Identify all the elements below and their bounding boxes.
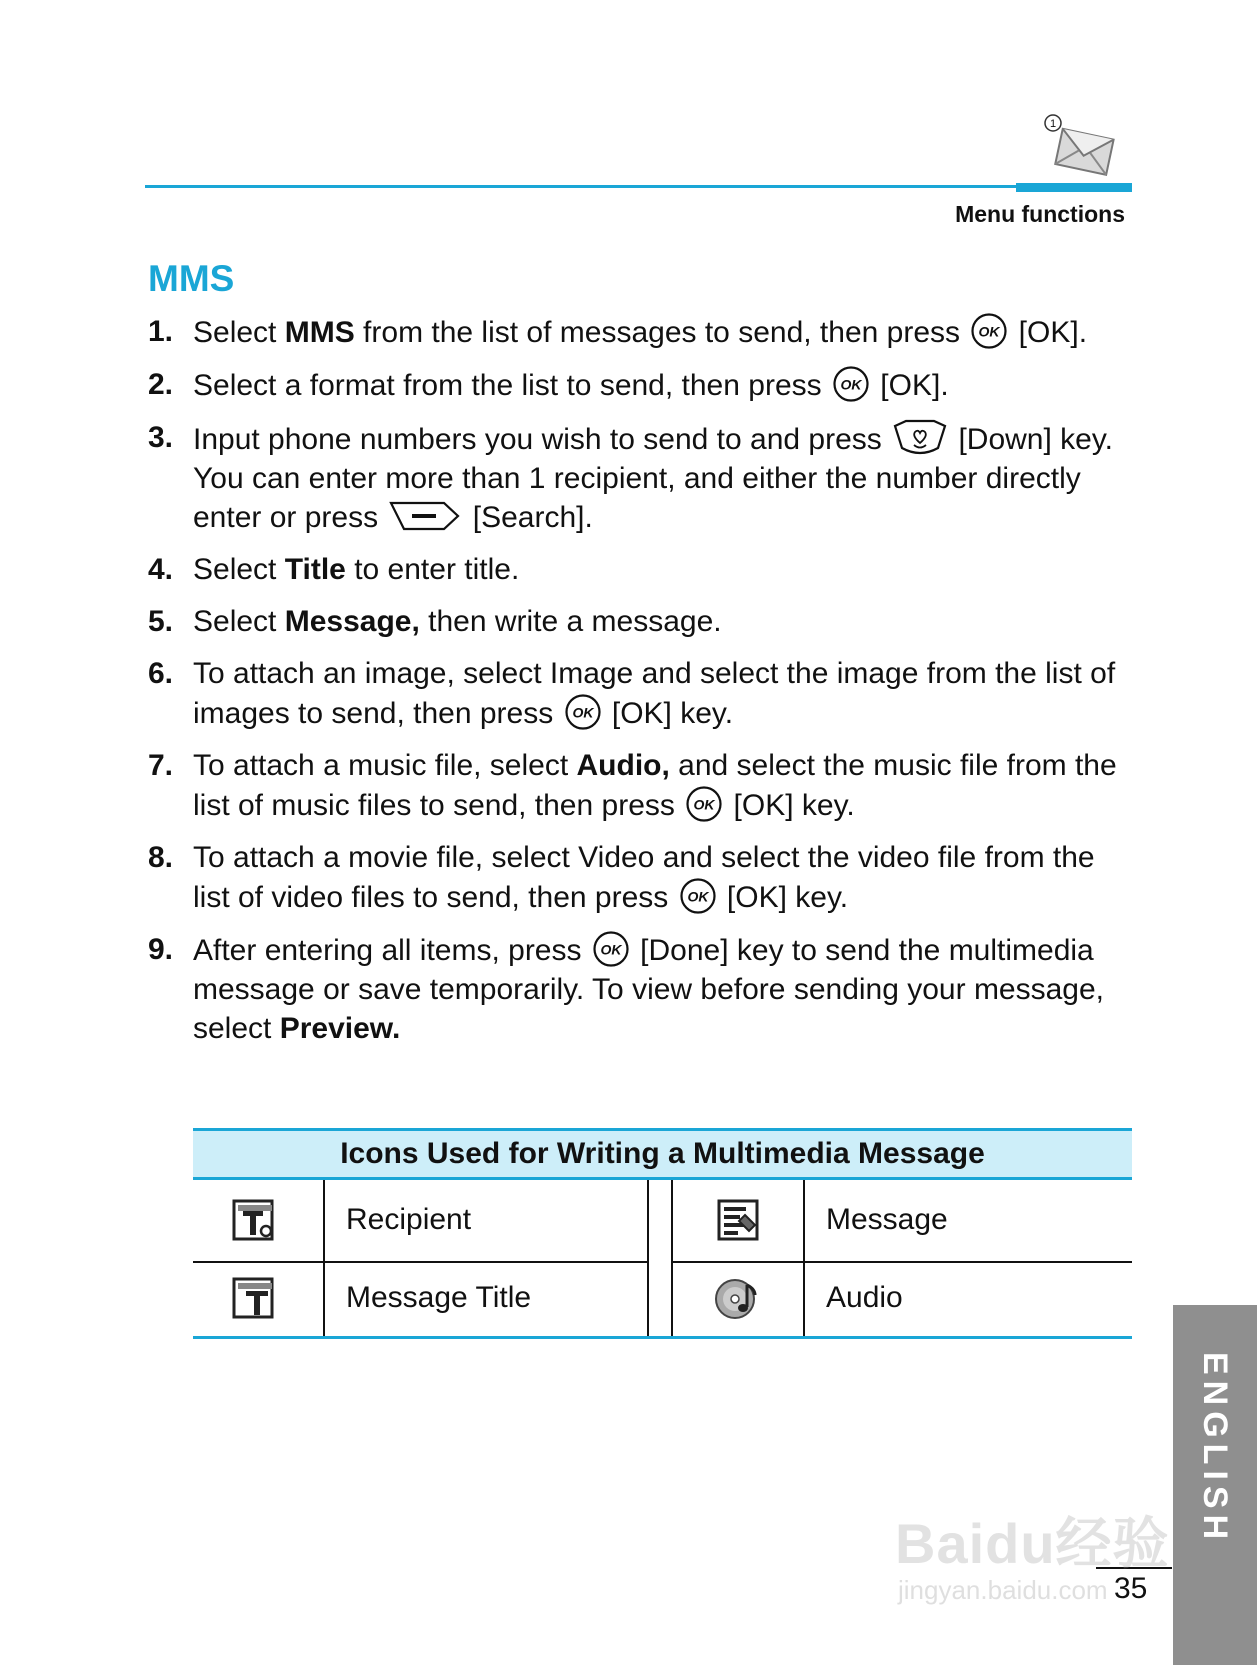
step-text: [Down] key. You can enter more than 1 recipient, and either the number directly enter or press xyxy=(193,423,1113,534)
right-soft-key-icon xyxy=(388,499,462,533)
step-emphasis: Title xyxy=(284,553,346,586)
step-number: 6. xyxy=(148,657,174,690)
step-emphasis: Preview. xyxy=(279,1012,401,1045)
step-item xyxy=(148,365,1128,405)
step-item xyxy=(148,838,1128,917)
step-text: [OK] key. xyxy=(725,789,855,822)
column-divider xyxy=(803,1180,805,1337)
language-tab-label: ENGLISH xyxy=(1196,1352,1234,1546)
ok-key-icon xyxy=(832,365,870,403)
step-text: Select a format from the list to send, then press xyxy=(193,369,830,402)
step-item xyxy=(148,746,1128,825)
column-divider xyxy=(647,1180,649,1337)
column-divider xyxy=(671,1180,673,1337)
step-number: 2. xyxy=(148,368,174,401)
step-item xyxy=(148,930,1128,1048)
step-text: [OK] key. xyxy=(603,697,734,730)
step-text: [Done] key to send the multimedia message or save temporarily. To view before sending your message, select xyxy=(193,934,1105,1045)
header-rule xyxy=(145,185,1132,188)
svg-text:OK: OK xyxy=(978,323,1000,340)
step-text: To attach a movie file, select Video and select the video file from the list of video files to send, then press xyxy=(193,841,1095,914)
step-number: 7. xyxy=(148,749,174,782)
recipient-label: Recipient xyxy=(346,1203,472,1236)
step-item xyxy=(148,418,1128,537)
step-text: After entering all items, press xyxy=(193,934,590,967)
step-number: 1. xyxy=(148,315,174,348)
table-header xyxy=(193,1128,1132,1180)
page-title: MMS xyxy=(148,258,235,299)
row-divider xyxy=(673,1261,1132,1263)
message-label: Message xyxy=(826,1203,948,1236)
ok-key-icon xyxy=(685,785,723,823)
mail-envelope-icon xyxy=(1040,112,1118,184)
step-item xyxy=(148,654,1128,733)
language-tab xyxy=(1173,1305,1257,1665)
step-text: [OK]. xyxy=(871,369,949,402)
watermark-url: jingyan.baidu.com xyxy=(898,1575,1108,1605)
svg-text:OK: OK xyxy=(687,888,709,905)
step-text: [OK] key. xyxy=(718,881,849,914)
icons-table xyxy=(193,1128,1132,1340)
column-divider xyxy=(323,1180,325,1337)
step-text: [Search]. xyxy=(464,501,593,534)
instruction-steps xyxy=(148,312,1128,1061)
step-text: and select the music file from the list of music files to send, then press xyxy=(193,749,1117,822)
table-title: Icons Used for Writing a Multimedia Message xyxy=(340,1137,985,1170)
message-title-label: Message Title xyxy=(346,1281,532,1314)
page-number: 35 xyxy=(1114,1572,1148,1605)
step-text: Input phone numbers you wish to send to and press xyxy=(193,423,891,456)
down-key-icon xyxy=(892,418,948,458)
step-number: 3. xyxy=(148,421,174,454)
recipient-icon xyxy=(230,1197,278,1245)
step-item xyxy=(148,550,1128,589)
audio-label: Audio xyxy=(826,1281,903,1314)
step-text: to enter title. xyxy=(345,553,520,586)
step-number: 5. xyxy=(148,605,174,638)
step-text: Select xyxy=(193,316,285,349)
message-icon xyxy=(715,1197,763,1245)
step-item xyxy=(148,312,1128,352)
step-text: then write a message. xyxy=(419,605,722,638)
step-emphasis: Audio, xyxy=(576,749,670,782)
svg-text:OK: OK xyxy=(600,941,622,958)
audio-icon xyxy=(713,1275,761,1323)
step-emphasis: MMS xyxy=(284,316,355,349)
ok-key-icon xyxy=(970,312,1008,350)
step-emphasis: Message, xyxy=(284,605,420,638)
row-divider xyxy=(193,1261,649,1263)
watermark-logo: Baidu经验 xyxy=(895,1512,1170,1575)
svg-text:OK: OK xyxy=(572,704,594,721)
step-number: 8. xyxy=(148,841,174,874)
ok-key-icon xyxy=(564,693,602,731)
step-number: 4. xyxy=(148,553,174,586)
ok-key-icon xyxy=(679,877,717,915)
step-text: from the list of messages to send, then press xyxy=(354,316,969,349)
step-item xyxy=(148,602,1128,641)
badge-number: 1 xyxy=(1049,118,1057,130)
message-title-icon xyxy=(230,1275,278,1323)
table-bottom-rule xyxy=(193,1336,1132,1339)
svg-text:OK: OK xyxy=(840,376,862,393)
section-label: Menu functions xyxy=(955,201,1125,227)
step-text: Select xyxy=(193,553,285,586)
header-rule-tab xyxy=(1016,183,1132,192)
step-number: 9. xyxy=(148,933,174,966)
step-text: [OK]. xyxy=(1010,316,1088,349)
svg-text:OK: OK xyxy=(693,796,715,813)
step-text: To attach a music file, select xyxy=(193,749,577,782)
step-text: To attach an image, select Image and select the image from the list of images to send, then press xyxy=(193,657,1116,730)
step-text: Select xyxy=(193,605,285,638)
ok-key-icon xyxy=(592,930,630,968)
